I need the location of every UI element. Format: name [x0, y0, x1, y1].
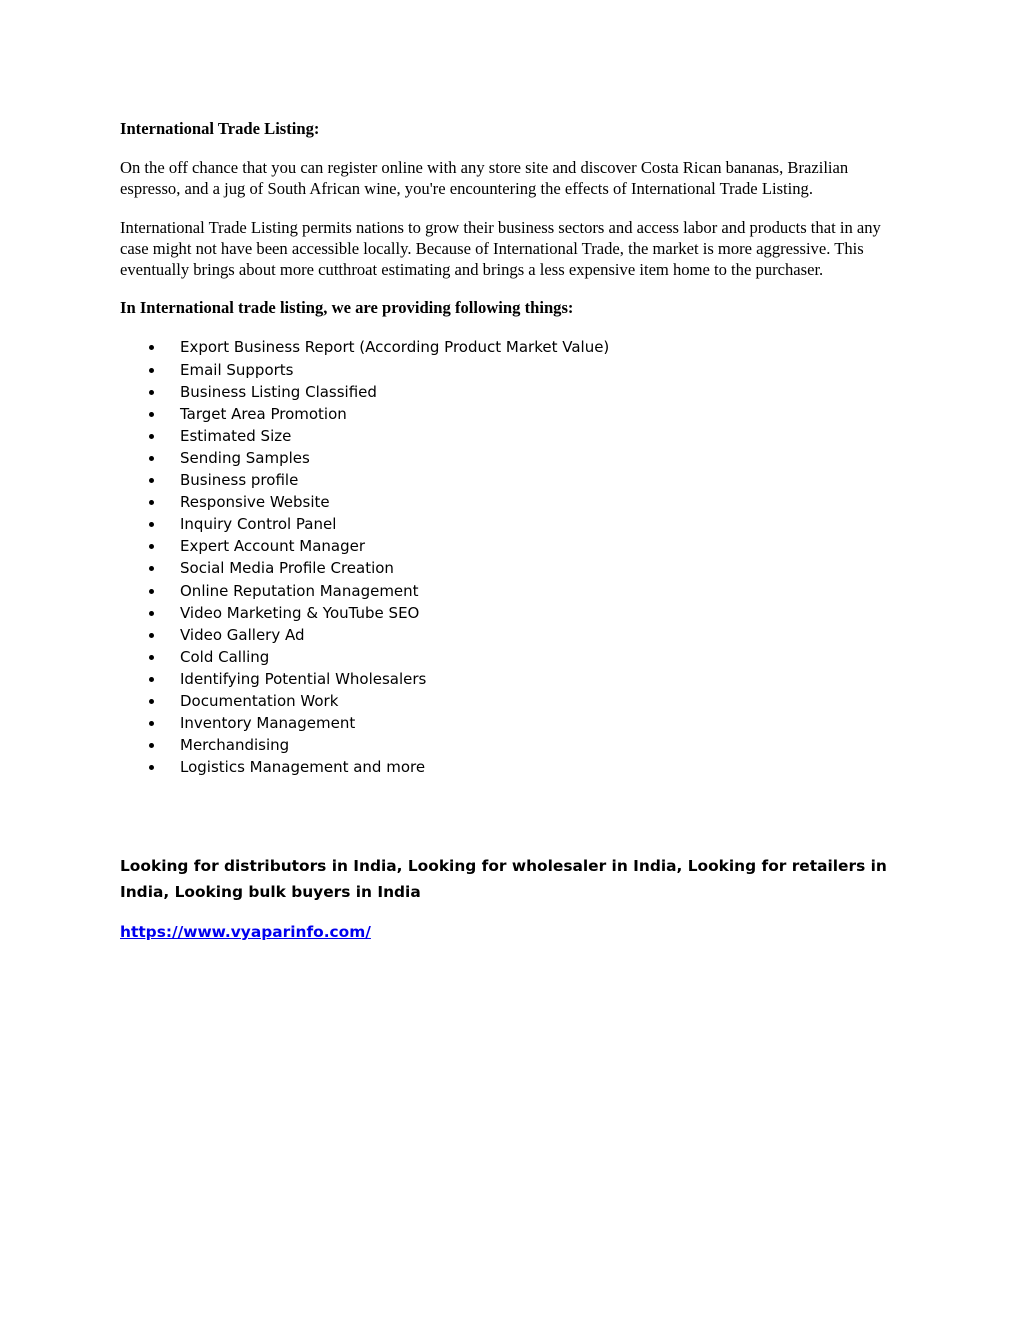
service-label: Social Media Profile Creation — [180, 559, 394, 578]
service-list-item — [120, 646, 910, 668]
service-label: Video Marketing & YouTube SEO — [180, 603, 420, 622]
service-list-item — [120, 513, 910, 535]
service-label: Identifying Potential Wholesalers — [180, 669, 427, 688]
service-list-item — [120, 381, 910, 403]
service-label: Estimated Size — [180, 426, 292, 445]
document-page — [120, 118, 910, 942]
bullet-icon — [149, 456, 154, 461]
bullet-icon — [149, 478, 154, 483]
bullet-icon — [149, 522, 154, 527]
service-label: Video Gallery Ad — [180, 625, 305, 644]
bullet-icon — [149, 633, 154, 638]
service-list-item — [120, 624, 910, 646]
bullet-icon — [149, 500, 154, 505]
service-label: Logistics Management and more — [180, 758, 426, 777]
service-label: Inquiry Control Panel — [180, 515, 337, 534]
bullet-icon — [149, 390, 154, 395]
service-list-item — [120, 690, 910, 712]
section-heading: International Trade Listing: — [120, 119, 320, 138]
service-label: Inventory Management — [180, 714, 356, 733]
service-list-item — [120, 403, 910, 425]
service-list-item — [120, 756, 910, 778]
service-list-item — [120, 580, 910, 602]
service-list-item — [120, 491, 910, 513]
service-list-item — [120, 557, 910, 579]
bullet-icon — [149, 368, 154, 373]
bullet-icon — [149, 743, 154, 748]
website-link[interactable]: https://www.vyaparinfo.com/ — [120, 923, 371, 942]
bullet-icon — [149, 721, 154, 726]
bullet-icon — [149, 765, 154, 770]
looking-for-text: Looking for distributors in India, Looking for wholesaler in India, Looking for retailers in India, Looking bulk buyers in India — [120, 857, 887, 902]
bullet-icon — [149, 677, 154, 682]
service-label: Cold Calling — [180, 647, 270, 666]
service-label: Target Area Promotion — [180, 404, 347, 423]
services-list — [120, 336, 910, 778]
service-list-item — [120, 712, 910, 734]
service-label: Merchandising — [180, 736, 290, 755]
intro-paragraph: On the off chance that you can register online with any store site and discover Costa Rican bananas, Brazilian espresso, and a jug of South African wine, you're encountering the effects of International Trade Listing. — [120, 158, 849, 199]
bullet-icon — [149, 699, 154, 704]
service-list-item — [120, 602, 910, 624]
bullet-icon — [149, 589, 154, 594]
service-list-item — [120, 668, 910, 690]
service-label: Responsive Website — [180, 493, 330, 512]
bullet-icon — [149, 566, 154, 571]
service-label: Export Business Report (According Product Market Value) — [180, 338, 610, 357]
bullet-icon — [149, 611, 154, 616]
service-list-item — [120, 535, 910, 557]
benefits-paragraph: International Trade Listing permits nations to grow their business sectors and access labor and products that in any case might not have been accessible locally. Because of International Trade, the market is more aggressive. This eventually brings about more cutthroat estimating and brings a less expensive item home to the purchaser. — [120, 217, 881, 280]
service-label: Documentation Work — [180, 691, 339, 710]
service-label: Online Reputation Management — [180, 581, 419, 600]
service-list-item — [120, 734, 910, 756]
bullet-icon — [149, 544, 154, 549]
service-list-item — [120, 359, 910, 381]
service-label: Sending Samples — [180, 448, 310, 467]
service-list-item — [120, 336, 910, 358]
services-heading: In International trade listing, we are providing following things: — [120, 298, 574, 318]
service-label: Expert Account Manager — [180, 537, 366, 556]
bullet-icon — [149, 655, 154, 660]
bullet-icon — [149, 412, 154, 417]
service-label: Business profile — [180, 471, 299, 490]
service-list-item — [120, 447, 910, 469]
bullet-icon — [149, 434, 154, 439]
service-list-item — [120, 425, 910, 447]
service-label: Business Listing Classified — [180, 382, 377, 401]
service-label: Email Supports — [180, 360, 294, 379]
service-list-item — [120, 469, 910, 491]
bullet-icon — [149, 345, 154, 350]
